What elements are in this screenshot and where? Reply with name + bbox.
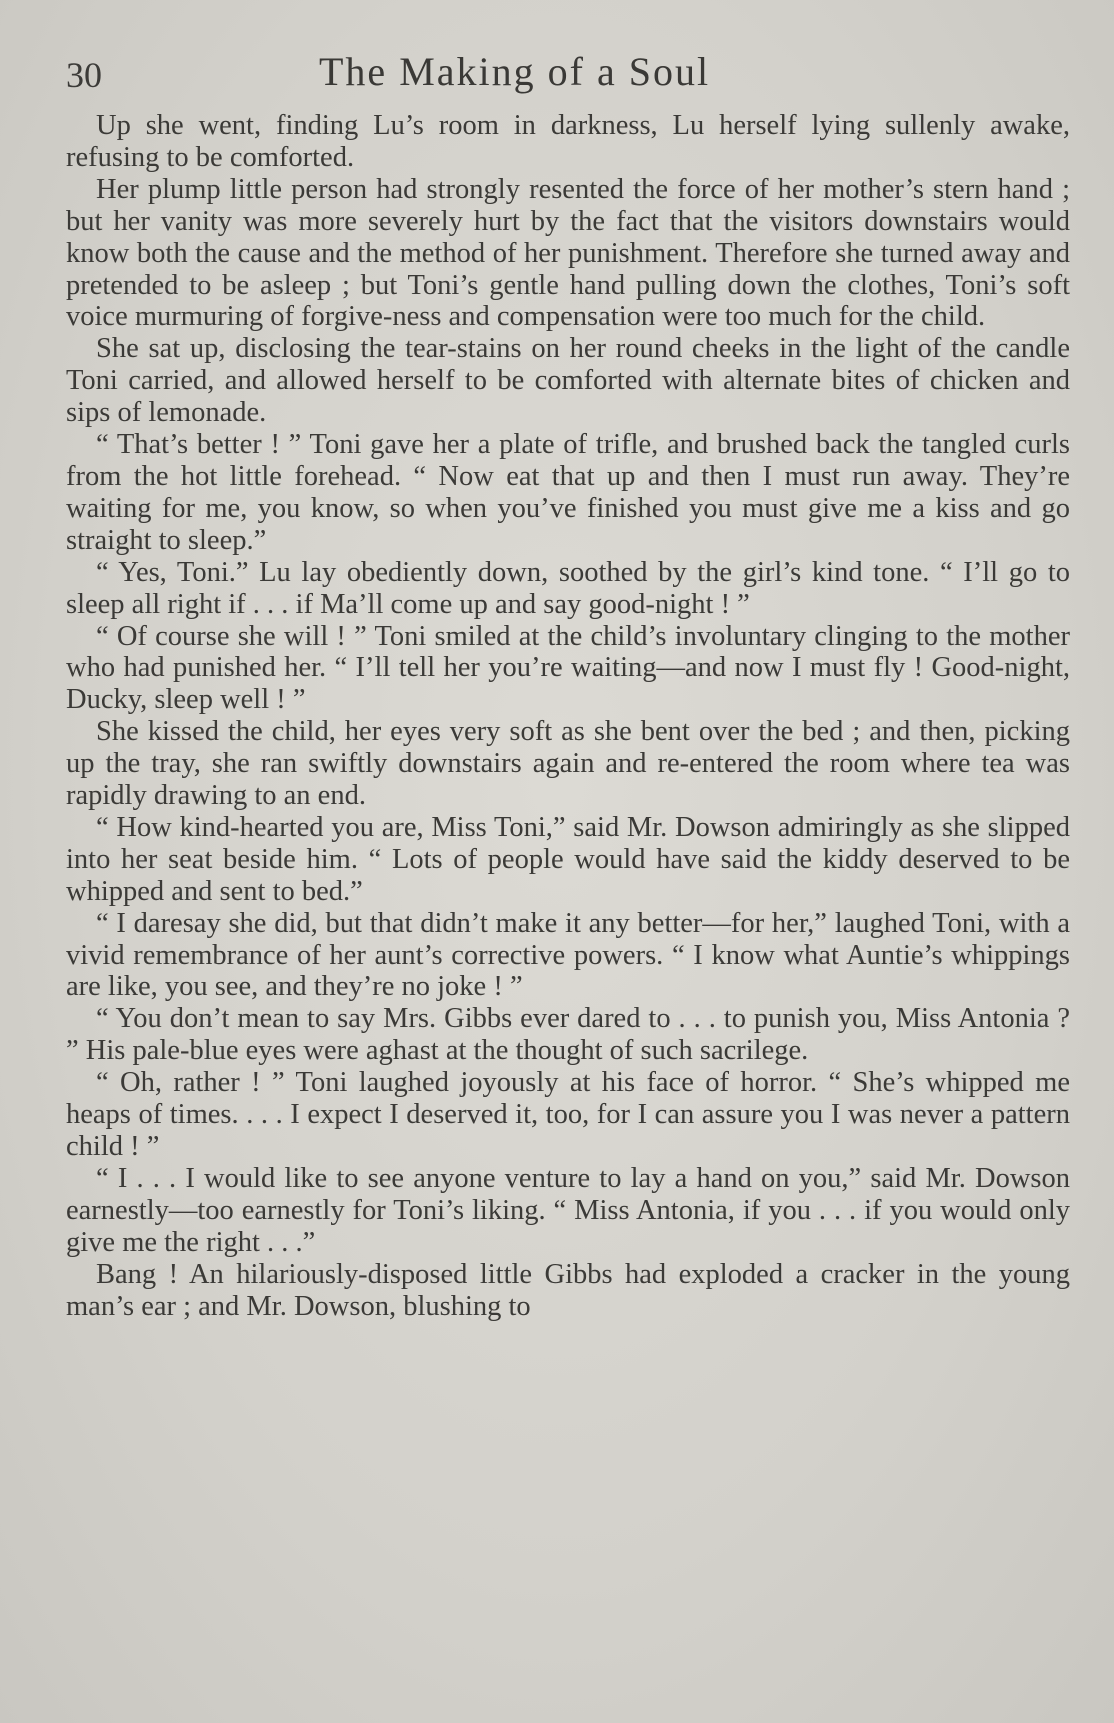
paragraph: Bang ! An hilariously-disposed little Gibbs had exploded a cracker in the young man’s ear ; and Mr. Dowson, blushing to xyxy=(66,1258,1070,1322)
paragraph: “ Oh, rather ! ” Toni laughed joyously at his face of horror. “ She’s whipped me heaps of times. . . . I expect I deserved it, too, for I can assure you I was never a pattern child ! ” xyxy=(66,1067,1070,1162)
paragraph: “ Yes, Toni.” Lu lay obediently down, soothed by the girl’s kind tone. “ I’ll go to sleep all right if . . . if Ma’ll come up and say good-night ! ” xyxy=(66,556,1070,620)
paragraph: She kissed the child, her eyes very soft as she bent over the bed ; and then, picking up the tray, she ran swiftly downstairs again and re-entered the room where tea was rapidly drawing to an end. xyxy=(66,716,1070,812)
running-head xyxy=(66,40,1070,110)
paragraph: Up she went, finding Lu’s room in darkness, Lu herself lying sullenly awake, refusing to be comforted. xyxy=(66,110,1070,173)
paragraph: Her plump little person had strongly resented the force of her mother’s stern hand ; but her vanity was more severely hurt by the fact that the visitors downstairs would know both the cause and the method of her punishment. Therefore she turned away and pretended to be asleep ; but Toni’s gentle hand pulling down the clothes, Toni’s soft voice murmuring of forgive-ness and compensation were too much for the child. xyxy=(66,173,1070,333)
paragraph: “ Of course she will ! ” Toni smiled at the child’s involuntary clinging to the mother who had punished her. “ I’ll tell her you’re waiting—and now I must fly ! Good-night, Ducky, sleep well ! ” xyxy=(66,620,1070,716)
paragraph: “ I . . . I would like to see anyone venture to lay a hand on you,” said Mr. Dowson earnestly—too earnestly for Toni’s liking. “ Miss Antonia, if you . . . if you would only give me the right . . .” xyxy=(66,1162,1070,1258)
paragraph: “ That’s better ! ” Toni gave her a plate of trifle, and brushed back the tangled curls from the hot little forehead. “ Now eat that up and then I must run away. They’re waiting for me, you know, so when you’ve finished you must give me a kiss and go straight to sleep.” xyxy=(66,429,1070,556)
paragraph: “ How kind-hearted you are, Miss Toni,” said Mr. Dowson admiringly as she slipped into her seat beside him. “ Lots of people would have said the kiddy deserved to be whipped and sent to bed.” xyxy=(66,811,1070,907)
page-number: 30 xyxy=(66,55,102,95)
book-title: The Making of a Soul xyxy=(319,49,711,94)
paragraph: “ You don’t mean to say Mrs. Gibbs ever dared to . . . to punish you, Miss Antonia ? ” His pale-blue eyes were aghast at the thought of such sacrilege. xyxy=(66,1003,1070,1067)
paragraph: “ I daresay she did, but that didn’t make it any better—for her,” laughed Toni, with a vivid remembrance of her aunt’s corrective powers. “ I know what Auntie’s whippings are like, you see, and they’re no joke ! ” xyxy=(66,907,1070,1003)
paragraph: She sat up, disclosing the tear-stains on her round cheeks in the light of the candle Toni carried, and allowed herself to be comforted with alternate bites of chicken and sips of lemonade. xyxy=(66,333,1070,429)
text-body xyxy=(66,110,1070,1322)
